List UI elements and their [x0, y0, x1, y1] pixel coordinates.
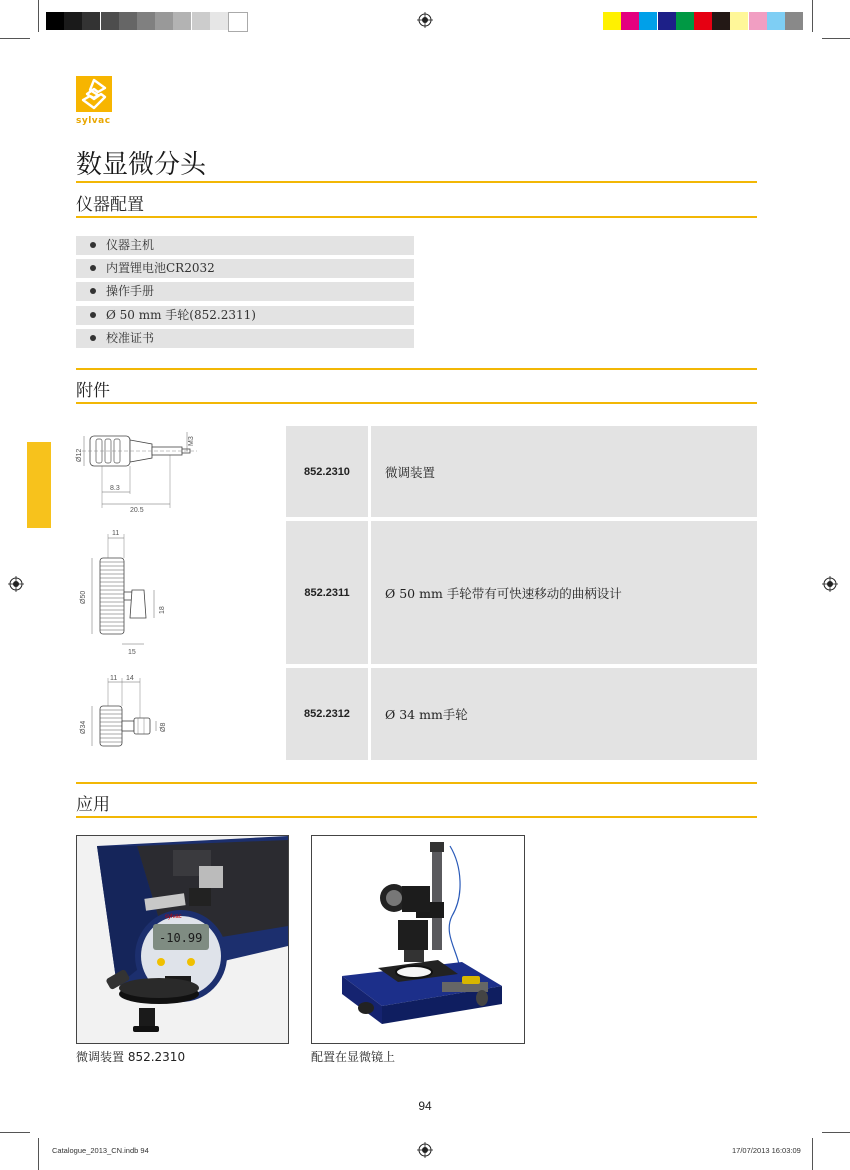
fine-adjustment-drawing — [72, 424, 222, 514]
sylvac-logo — [76, 76, 112, 124]
divider — [76, 782, 757, 784]
gray-swatch — [64, 12, 82, 30]
application-photo-fine-adjustment — [76, 835, 289, 1044]
gray-swatch — [210, 12, 228, 30]
accessory-description: 微调装置 — [371, 426, 757, 517]
display-brand: sylvac — [165, 914, 182, 920]
accessory-description: Ø 50 mm 手轮带有可快速移动的曲柄设计 — [371, 521, 757, 664]
list-item — [76, 306, 414, 325]
registration-mark-icon — [822, 576, 838, 592]
list-item — [76, 282, 414, 301]
color-swatch — [639, 12, 657, 30]
registration-mark-icon — [8, 576, 24, 592]
gray-swatch — [119, 12, 137, 30]
gray-swatch — [155, 12, 173, 30]
gray-swatch — [46, 12, 64, 30]
color-swatch — [712, 12, 730, 30]
footer-timestamp: 17/07/2013 16:03:09 — [732, 1146, 801, 1155]
accessory-code: 852.2312 — [286, 668, 368, 760]
list-item-label: Ø 50 mm 手轮(852.2311) — [106, 307, 256, 322]
divider — [76, 816, 757, 818]
list-item-label: 操作手册 — [106, 284, 155, 299]
color-swatch — [694, 12, 712, 30]
dimension-label: Ø50 — [80, 590, 87, 604]
dimension-label: M3 — [188, 436, 195, 446]
list-item-label: 校准证书 — [106, 330, 155, 345]
color-swatch — [785, 12, 803, 30]
accessory-description: Ø 34 mm手轮 — [371, 668, 757, 760]
photo-caption: 微调装置 852.2310 — [76, 1050, 186, 1064]
bullet-icon — [90, 242, 96, 248]
dimension-label: 8.3 — [110, 485, 120, 492]
list-item — [76, 236, 414, 255]
dimension-label: 11 — [110, 675, 118, 682]
section-title-included: 仪器配置 — [76, 195, 144, 215]
dimension-label: 11 — [112, 530, 120, 537]
bullet-icon — [90, 312, 96, 318]
gray-swatch — [192, 12, 210, 30]
section-title-accessories: 附件 — [76, 381, 110, 401]
color-swatch — [658, 12, 676, 30]
photo-caption: 配置在显微镜上 — [311, 1050, 396, 1064]
footer-filename: Catalogue_2013_CN.indb 94 — [52, 1146, 149, 1155]
dimension-label: Ø8 — [160, 722, 167, 732]
display-readout: -10.99 — [159, 931, 203, 945]
divider — [76, 181, 757, 183]
list-item-label: 仪器主机 — [106, 238, 155, 252]
logo-wordmark: sylvac — [76, 116, 111, 126]
dimension-label: 18 — [159, 606, 166, 614]
list-item — [76, 259, 414, 278]
gray-swatch — [82, 12, 100, 30]
dimension-label: 14 — [126, 675, 134, 682]
handwheel-50-drawing — [72, 526, 222, 660]
sylvac-logo-icon — [76, 76, 112, 112]
gray-swatch — [137, 12, 155, 30]
color-swatch — [730, 12, 748, 30]
divider — [76, 368, 757, 370]
dimension-label: 15 — [128, 649, 136, 656]
bullet-icon — [90, 288, 96, 294]
gray-swatch — [228, 12, 248, 32]
color-swatch — [767, 12, 785, 30]
bullet-icon — [90, 335, 96, 341]
registration-mark-icon — [417, 12, 433, 28]
handwheel-34-drawing — [72, 672, 222, 758]
gray-swatch — [173, 12, 191, 30]
page-title: 数显微分头 — [76, 150, 207, 180]
registration-mark-icon — [417, 1142, 433, 1158]
accessory-code: 852.2310 — [286, 426, 368, 517]
list-item — [76, 329, 414, 348]
section-title-application: 应用 — [76, 795, 110, 815]
divider — [76, 216, 757, 218]
dimension-label: Ø12 — [76, 448, 83, 462]
color-swatch — [676, 12, 694, 30]
dimension-label: 20.5 — [130, 507, 144, 514]
list-item-label: 内置锂电池CR2032 — [106, 261, 215, 276]
dimension-label: Ø34 — [80, 720, 87, 734]
color-swatch — [603, 12, 621, 30]
gray-swatch — [101, 12, 119, 30]
page-number: 94 — [418, 1099, 432, 1113]
bullet-icon — [90, 265, 96, 271]
side-tab — [27, 442, 51, 528]
divider — [76, 402, 757, 404]
color-swatch — [749, 12, 767, 30]
application-photo-microscope — [311, 835, 525, 1044]
accessory-code: 852.2311 — [286, 521, 368, 664]
color-swatch — [621, 12, 639, 30]
